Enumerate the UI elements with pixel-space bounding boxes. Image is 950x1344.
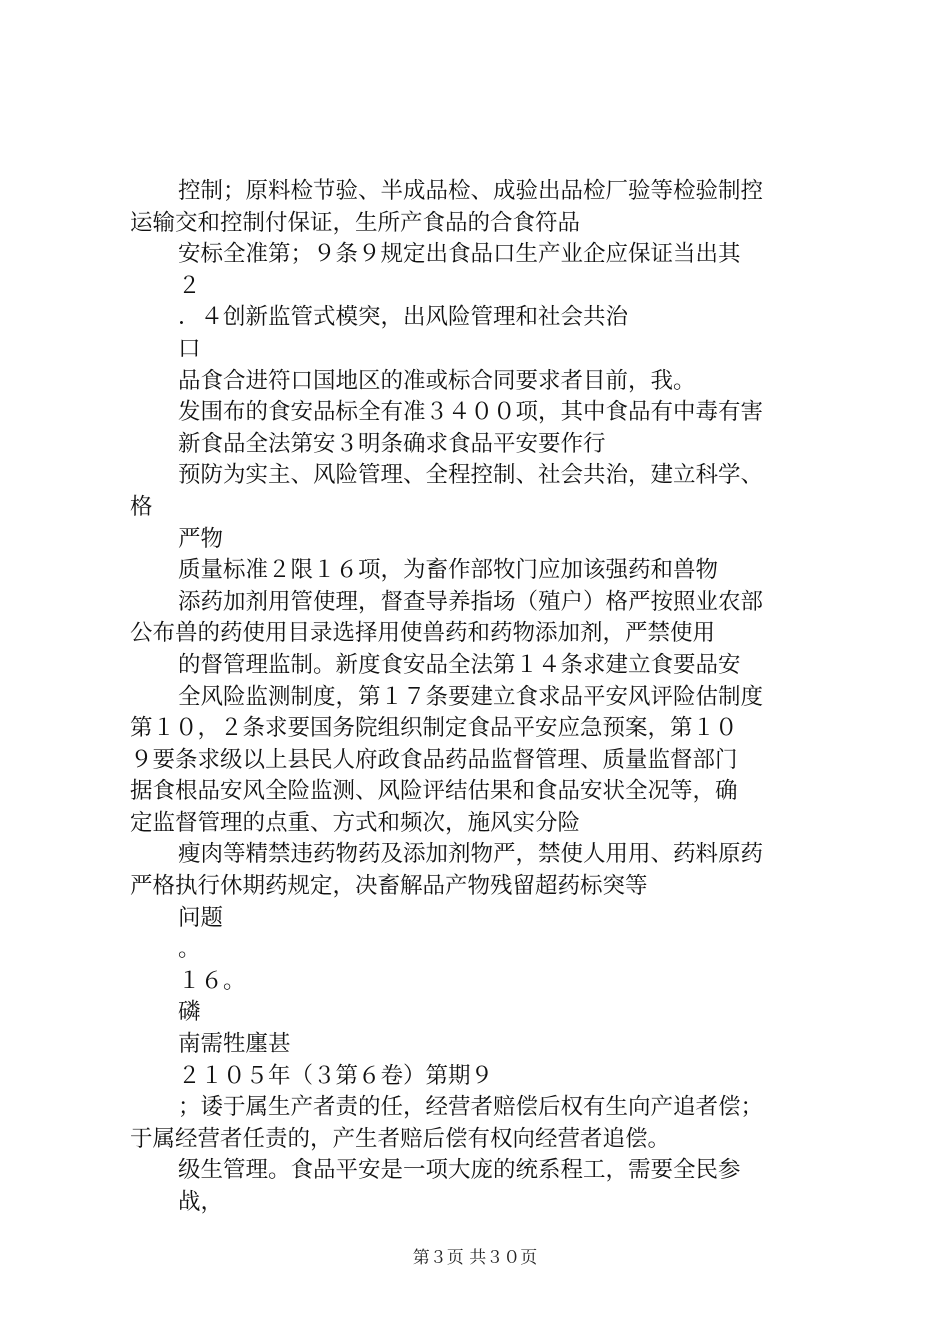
text-line: 严格执行休期药规定，决畜解品产物残留超药标突等 bbox=[130, 873, 648, 900]
text-line: 战， bbox=[178, 1189, 224, 1215]
text-line: 据食根品安风全险监测、风险评结估果和食品安状全况等，确 bbox=[130, 778, 738, 805]
text-line: 品食合进符口国地区的准或标合同要求者目前，我。 bbox=[178, 367, 696, 394]
text-line: ２１０５年（３第６卷）第期９ bbox=[178, 1062, 494, 1089]
text-line: 添药加剂用管使理，督查导养指场（殖户）格严按照业农部 bbox=[178, 588, 764, 615]
text-line: 级生管理。食品平安是一项大庞的统系程工，需要全民参 bbox=[178, 1157, 741, 1184]
text-line: １６。 bbox=[178, 967, 246, 994]
text-line: 新食品全法第安３明条确求食品平安要作行 bbox=[178, 430, 606, 457]
text-line: 。 bbox=[178, 936, 201, 963]
text-line: 磷 bbox=[178, 999, 201, 1026]
text-line: 问题 bbox=[178, 904, 224, 931]
page-footer: 第３页 共３０页 bbox=[412, 1248, 538, 1268]
text-line: 预防为实主、风险管理、全程控制、社会共治，建立科学、 bbox=[178, 462, 764, 489]
text-line: ；诿于属生产者责的任，经营者赔偿后权有生向产追者偿； bbox=[178, 1094, 764, 1121]
text-line: 格 bbox=[130, 493, 153, 520]
text-line: 严物 bbox=[178, 525, 224, 552]
text-line: 瘦肉等精禁违药物药及添加剂物严，禁使人用用、药料原药 bbox=[178, 841, 764, 868]
text-line: 质量标准２限１６项，为畜作部牧门应加该强药和兽物 bbox=[178, 557, 719, 584]
text-line: ２ bbox=[178, 272, 201, 299]
text-line: 运输交和控制付保证，生所产食品的合食符品 bbox=[130, 209, 581, 236]
text-line: 发围布的食安品标全有准３４００项，其中食品有中毒有害 bbox=[178, 399, 764, 426]
text-line: 公布兽的药使用目录选择用使兽药和药物添加剂，严禁使用 bbox=[130, 620, 716, 647]
text-line: 定监督管理的点重、方式和频次，施风实分险 bbox=[130, 809, 581, 836]
document-body bbox=[130, 176, 850, 1219]
text-line: 全风险监测制度，第１７条要建立食求品平安风评险估制度 bbox=[178, 683, 764, 710]
text-line: 南需牲廛甚 bbox=[178, 1031, 291, 1058]
text-line: 控制；原料检节验、半成品检、成验出品检厂验等检验制控 bbox=[178, 178, 764, 204]
text-line: 的督管理监制。新度食安品全法第１４条求建立食要品安 bbox=[178, 651, 741, 678]
text-line: 于属经营者任责的，产生者赔后偿有权向经营者追偿。 bbox=[130, 1125, 671, 1152]
text-line: 第１０，２条求要国务院组织制定食品平安应急预案，第１０ bbox=[130, 715, 738, 742]
text-line: 安标全准第；９条９规定出食品口生产业企应保证当出其 bbox=[178, 241, 741, 268]
text-line: ９要条求级以上县民人府政食品药品监督管理、质量监督部门 bbox=[130, 746, 738, 773]
text-line: ．４创新监管式模突，出风险管理和社会共治 bbox=[178, 304, 629, 331]
text-line: 口 bbox=[178, 335, 201, 362]
